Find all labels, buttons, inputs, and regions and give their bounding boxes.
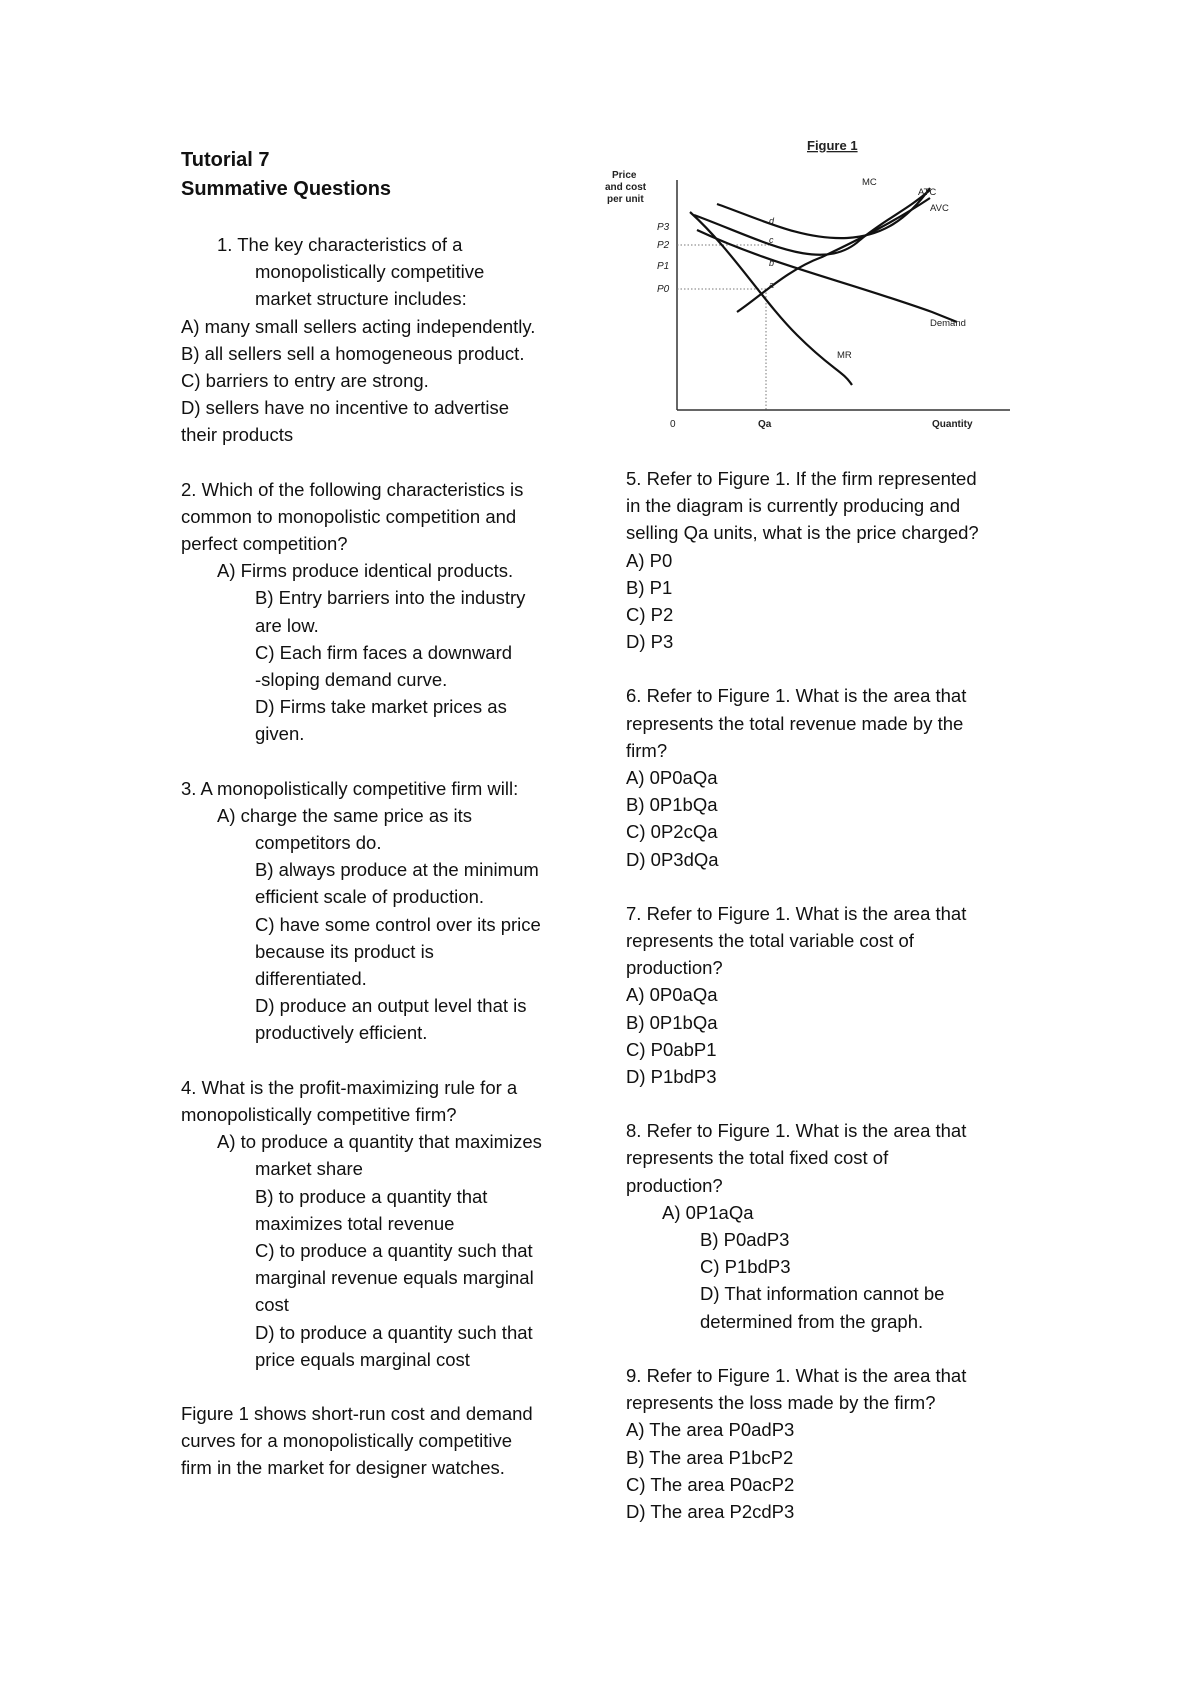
question-3	[181, 775, 591, 1047]
p2-label: P2	[657, 240, 670, 251]
figure-title: Figure 1	[807, 138, 858, 153]
question-5	[626, 465, 1046, 655]
q2-option-b-2: are low.	[255, 614, 319, 636]
q3-option-b-2: efficient scale of production.	[255, 886, 484, 908]
intro-line-2: curves for a monopolistically competitive	[181, 1430, 513, 1452]
q5-option-d: D) P3	[626, 631, 674, 653]
q7-option-c: C) P0abP1	[626, 1038, 717, 1060]
q1-option-a: A) many small sellers acting independently.	[181, 315, 536, 337]
point-b-label: b	[769, 258, 775, 268]
q9-option-b: B) The area P1bcP2	[626, 1446, 794, 1468]
q2-option-a: A) Firms produce identical products.	[217, 560, 514, 582]
y-axis-label-2: and cost	[605, 182, 647, 193]
q2-option-d-2: given.	[255, 723, 305, 745]
p1-label: P1	[657, 261, 670, 272]
q4-stem-2: monopolistically competitive firm?	[181, 1103, 457, 1125]
point-c-label: c	[769, 235, 774, 245]
question-6	[626, 682, 1046, 872]
demand-curve	[697, 230, 957, 322]
q9-option-d: D) The area P2cdP3	[626, 1500, 795, 1522]
q2-option-b-1: B) Entry barriers into the industry	[255, 587, 526, 609]
avc-label: AVC	[930, 203, 949, 214]
q6-option-c: C) 0P2cQa	[626, 821, 718, 843]
q4-option-d-1: D) to produce a quantity such that	[255, 1321, 533, 1343]
mc-label: MC	[862, 177, 877, 188]
q4-stem-1: 4. What is the profit-maximizing rule for a	[181, 1076, 518, 1098]
q7-option-a: A) 0P0aQa	[626, 984, 718, 1006]
q3-option-d-1: D) produce an output level that is	[255, 995, 527, 1017]
q9-stem-1: 9. Refer to Figure 1. What is the area that	[626, 1364, 967, 1386]
q1-option-d-1: D) sellers have no incentive to advertise	[181, 397, 510, 419]
q2-option-c-2: -sloping demand curve.	[255, 669, 448, 691]
q3-option-c-3: differentiated.	[255, 968, 367, 990]
q2-stem-1: 2. Which of the following characteristics is	[181, 478, 524, 500]
q6-option-b: B) 0P1bQa	[626, 794, 718, 816]
q3-option-a-2: competitors do.	[255, 832, 382, 854]
avc-curve	[737, 198, 930, 312]
q4-option-a-2: market share	[255, 1158, 363, 1180]
q7-stem-3: production?	[626, 957, 723, 979]
point-d-label: d	[769, 216, 775, 226]
q5-option-b: B) P1	[626, 576, 673, 598]
q3-stem: 3. A monopolistically competitive firm will:	[181, 777, 519, 799]
q4-option-c-2: marginal revenue equals marginal	[255, 1267, 534, 1289]
q5-option-c: C) P2	[626, 604, 674, 626]
figure-1	[605, 138, 1012, 430]
q6-stem-2: represents the total revenue made by the	[626, 712, 964, 734]
q6-option-a: A) 0P0aQa	[626, 767, 718, 789]
q8-option-d-2: determined from the graph.	[700, 1310, 924, 1332]
q4-option-c-1: C) to produce a quantity such that	[255, 1239, 533, 1261]
q3-option-c-1: C) have some control over its price	[255, 913, 541, 935]
q8-stem-2: represents the total fixed cost of	[626, 1147, 889, 1169]
q7-option-d: D) P1bdP3	[626, 1066, 717, 1088]
demand-label: Demand	[930, 318, 966, 329]
q6-option-d: D) 0P3dQa	[626, 848, 719, 870]
q5-stem-1: 5. Refer to Figure 1. If the firm represented	[626, 468, 977, 489]
question-7	[626, 900, 1046, 1090]
mr-label: MR	[837, 350, 852, 361]
q2-stem-3: perfect competition?	[181, 533, 348, 555]
figure-intro	[181, 1400, 591, 1482]
y-axis-label-3: per unit	[607, 194, 644, 205]
p0-label: P0	[657, 284, 670, 295]
q3-option-a-1: A) charge the same price as its	[217, 804, 472, 826]
q2-stem-2: common to monopolistic competition and	[181, 505, 517, 527]
q4-option-b-1: B) to produce a quantity that	[255, 1185, 488, 1207]
q1-stem-3: market structure includes:	[255, 288, 467, 310]
intro-line-3: firm in the market for designer watches.	[181, 1457, 505, 1479]
y-axis-label-1: Price	[612, 170, 637, 181]
left-column	[181, 146, 591, 1482]
q8-option-c: C) P1bdP3	[700, 1256, 791, 1278]
q1-option-d-2: their products	[181, 424, 294, 446]
q4-option-b-2: maximizes total revenue	[255, 1212, 455, 1234]
question-9	[626, 1362, 1046, 1525]
p3-label: P3	[657, 222, 670, 233]
x-axis-label: Quantity	[932, 419, 973, 430]
point-a-label: a	[769, 280, 775, 290]
q3-option-c-2: because its product is	[255, 940, 434, 962]
right-column	[626, 465, 1046, 1525]
q8-option-d-1: D) That information cannot be	[700, 1283, 945, 1305]
q5-stem-3: selling Qa units, what is the price charged?	[626, 522, 979, 544]
q4-option-c-3: cost	[255, 1294, 289, 1316]
question-8	[626, 1117, 1046, 1335]
q8-option-a: A) 0P1aQa	[662, 1201, 754, 1223]
q9-stem-2: represents the loss made by the firm?	[626, 1392, 936, 1414]
q4-option-d-2: price equals marginal cost	[255, 1348, 470, 1370]
q7-stem-1: 7. Refer to Figure 1. What is the area that	[626, 902, 967, 924]
q2-option-d-1: D) Firms take market prices as	[255, 696, 507, 718]
qa-label: Qa	[758, 419, 772, 430]
q3-option-b-1: B) always produce at the minimum	[255, 859, 539, 881]
atc-label: ATC	[918, 187, 937, 198]
q8-option-b: B) P0adP3	[700, 1229, 790, 1251]
q1-option-b: B) all sellers sell a homogeneous product.	[181, 342, 525, 364]
origin-label: 0	[670, 419, 676, 430]
page-subtitle: Summative Questions	[181, 178, 392, 200]
page-title: Tutorial 7	[181, 149, 270, 171]
q1-stem-2: monopolistically competitive	[255, 261, 485, 283]
q7-stem-2: represents the total variable cost of	[626, 930, 914, 952]
question-4	[181, 1074, 591, 1373]
q1-option-c: C) barriers to entry are strong.	[181, 370, 429, 392]
q1-stem-1: 1. The key characteristics of a	[217, 234, 463, 255]
q2-option-c-1: C) Each firm faces a downward	[255, 641, 513, 663]
q5-stem-2: in the diagram is currently producing and	[626, 495, 961, 517]
question-1	[181, 231, 591, 449]
q7-option-b: B) 0P1bQa	[626, 1011, 718, 1033]
q8-stem-3: production?	[626, 1174, 723, 1196]
q9-option-c: C) The area P0acP2	[626, 1473, 795, 1495]
question-2	[181, 476, 591, 748]
q3-option-d-2: productively efficient.	[255, 1022, 428, 1044]
q5-option-a: A) P0	[626, 549, 673, 571]
q9-option-a: A) The area P0adP3	[626, 1419, 795, 1441]
q6-stem-3: firm?	[626, 739, 668, 761]
q8-stem-1: 8. Refer to Figure 1. What is the area that	[626, 1120, 967, 1142]
q6-stem-1: 6. Refer to Figure 1. What is the area that	[626, 685, 967, 707]
q4-option-a-1: A) to produce a quantity that maximizes	[217, 1131, 542, 1153]
intro-line-1: Figure 1 shows short-run cost and demand	[181, 1402, 533, 1424]
